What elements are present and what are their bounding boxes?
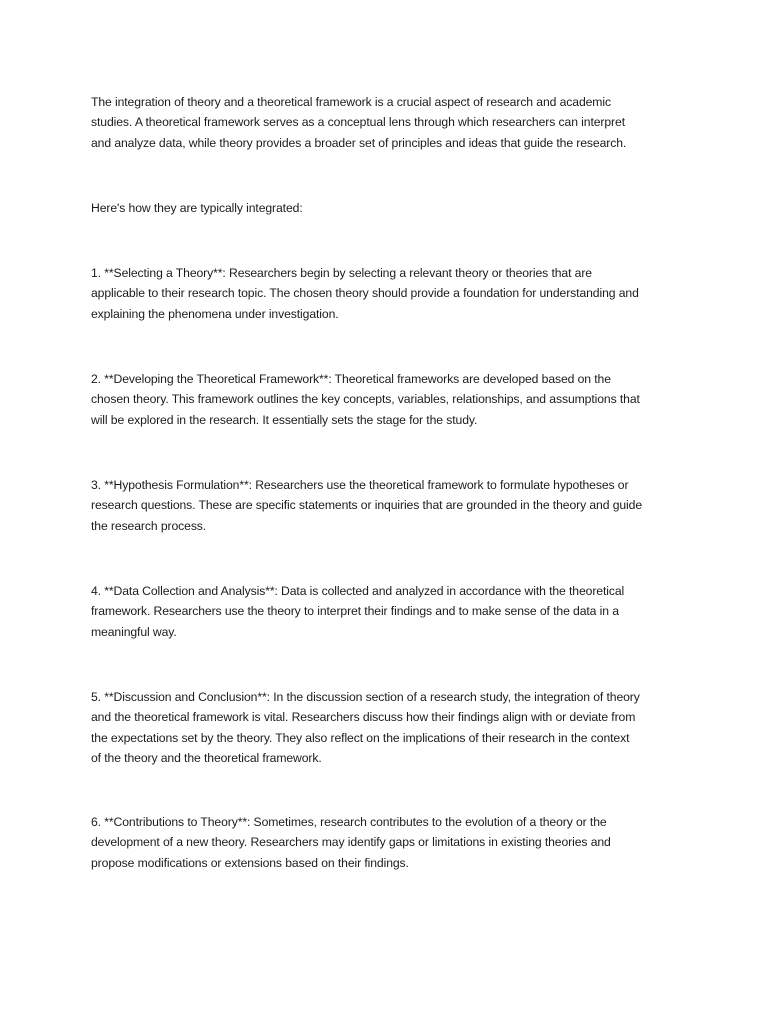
list-item: 6. **Contributions to Theory**: Sometimes, research contributes to the evolution of a theory or the development of a new theory. Researchers may identify gaps or limitations in existing theories and propose modifications or extensions based on their findings. (91, 815, 611, 870)
lead-in-paragraph: Here's how they are typically integrated: (91, 201, 303, 215)
list-item: 5. **Discussion and Conclusion**: In the discussion section of a research study, the integration of theory and the theoretical framework is vital. Researchers discuss how their findings align with or deviate from the expectations set by the theory. They also reflect on the implications of their research in the context of the theory and the theoretical framework. (91, 690, 640, 765)
list-item: 3. **Hypothesis Formulation**: Researchers use the theoretical framework to formulate hypotheses or research questions. These are specific statements or inquiries that are grounded in the theory and guide the research process. (91, 478, 643, 533)
list-item: 4. **Data Collection and Analysis**: Data is collected and analyzed in accordance with the theoretical framework. Researchers use the theory to interpret their findings and to make sense of the data in a meaningful way. (91, 584, 625, 639)
intro-paragraph: The integration of theory and a theoretical framework is a crucial aspect of research and academic studies. A theoretical framework serves as a conceptual lens through which researchers can interpret and analyze data, while theory provides a broader set of principles and ideas that guide the research. (91, 95, 627, 150)
list-item: 1. **Selecting a Theory**: Researchers begin by selecting a relevant theory or theories that are applicable to their research topic. The chosen theory should provide a foundation for understanding and explaining the phenomena under investigation. (91, 266, 639, 321)
list-item: 2. **Developing the Theoretical Framework**: Theoretical frameworks are developed based on the chosen theory. This framework outlines the key concepts, variables, relationships, and assumptions that will be explored in the research. It essentially sets the stage for the study. (91, 372, 640, 427)
